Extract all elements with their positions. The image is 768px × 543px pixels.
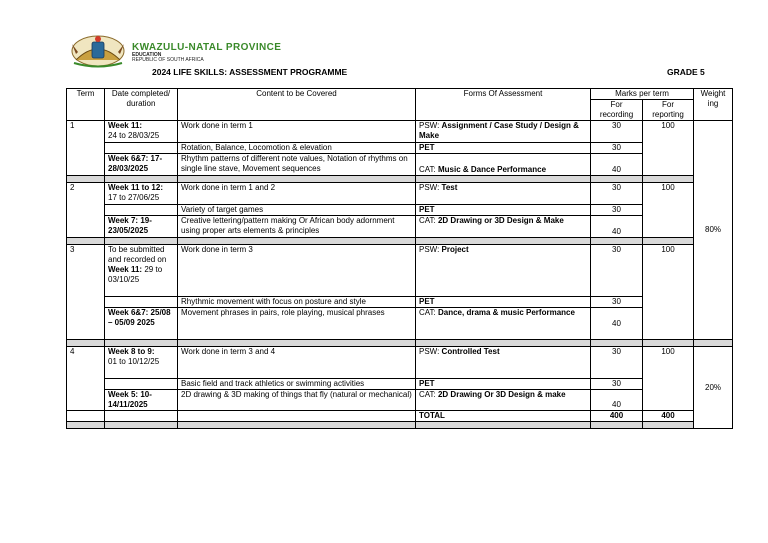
form-cell: CAT: 2D Drawing Or 3D Design & make (416, 390, 591, 411)
form-cell: CAT: Dance, drama & music Performance (416, 308, 591, 340)
date-cell: Week 7: 19-23/05/2025 (105, 216, 178, 238)
form-cell: CAT: 2D Drawing or 3D Design & Make (416, 216, 591, 238)
content-cell: Variety of target games (178, 205, 416, 216)
table-row (67, 143, 733, 154)
header-date: Date completed/ duration (105, 89, 178, 121)
form-cell: PET (416, 143, 591, 154)
date-cell: Week 11: 24 to 28/03/25 (105, 121, 178, 143)
grade-label: GRADE 5 (667, 67, 705, 77)
header-forms: Forms Of Assessment (416, 89, 591, 121)
separator-row (67, 340, 733, 347)
recording-mark: 30 (591, 121, 643, 143)
form-cell: PSW: Project (416, 245, 591, 297)
province-name: KWAZULU-NATAL PROVINCE (132, 42, 282, 53)
header-marks: Marks per term (591, 89, 694, 100)
recording-mark: 30 (591, 205, 643, 216)
recording-mark: 30 (591, 379, 643, 390)
content-cell: Rhythmic movement with focus on posture and style (178, 297, 416, 308)
content-cell: Work done in term 1 (178, 121, 416, 143)
reporting-mark: 100 (643, 347, 694, 411)
content-cell: Creative lettering/pattern making Or African body adornment using proper arts elements & principles (178, 216, 416, 238)
recording-mark: 30 (591, 143, 643, 154)
date-cell: Week 8 to 9: 01 to 10/12/25 (105, 347, 178, 379)
date-cell (105, 205, 178, 216)
term-number: 4 (67, 347, 105, 411)
form-cell: CAT: Music & Dance Performance (416, 154, 591, 176)
weighting-cell: 80% (694, 121, 733, 340)
reporting-mark: 100 (643, 121, 694, 176)
header-weighting: Weight ing (694, 89, 733, 121)
content-cell: Work done in term 3 (178, 245, 416, 297)
header-reporting: For reporting (643, 100, 694, 121)
form-cell: PSW: Assignment / Case Study / Design & Make (416, 121, 591, 143)
content-cell: Work done in term 3 and 4 (178, 347, 416, 379)
date-cell: Week 6&7: 25/08 – 05/09 2025 (105, 308, 178, 340)
date-cell (105, 297, 178, 308)
content-cell: Movement phrases in pairs, role playing, musical phrases (178, 308, 416, 340)
table-row (67, 390, 733, 411)
content-cell: Basic field and track athletics or swimming activities (178, 379, 416, 390)
page-title: 2024 LIFE SKILLS: ASSESSMENT PROGRAMME (152, 67, 348, 77)
separator-row (67, 238, 733, 245)
form-cell: PET (416, 297, 591, 308)
recording-mark: 40 (591, 390, 643, 411)
header-term: Term (67, 89, 105, 121)
total-row (67, 411, 733, 422)
content-cell: Rotation, Balance, Locomotion & elevation (178, 143, 416, 154)
table-row (67, 297, 733, 308)
date-cell (105, 379, 178, 390)
term-number: 2 (67, 183, 105, 238)
separator-row (67, 176, 733, 183)
table-row (67, 183, 733, 205)
recording-mark: 30 (591, 183, 643, 205)
form-cell: PET (416, 379, 591, 390)
weighting-cell: 20% (694, 347, 733, 429)
term-number: 1 (67, 121, 105, 176)
term-number: 3 (67, 245, 105, 340)
content-cell: Rhythm patterns of different note values, Notation of rhythms on single line stave, Movement sequences (178, 154, 416, 176)
total-reporting: 400 (643, 411, 694, 422)
date-cell: Week 11 to 12: 17 to 27/06/25 (105, 183, 178, 205)
date-cell: Week 6&7: 17-28/03/2025 (105, 154, 178, 176)
department-name: EDUCATION (132, 52, 162, 58)
table-row (67, 308, 733, 340)
total-recording: 400 (591, 411, 643, 422)
date-cell: To be submitted and recorded on Week 11: 29 to 03/10/25 (105, 245, 178, 297)
separator-row (67, 422, 733, 429)
header-recording: For recording (591, 100, 643, 121)
table-row (67, 347, 733, 379)
form-cell: PSW: Test (416, 183, 591, 205)
table-row (67, 245, 733, 297)
recording-mark: 40 (591, 308, 643, 340)
recording-mark: 30 (591, 245, 643, 297)
recording-mark: 30 (591, 347, 643, 379)
header-content: Content to be Covered (178, 89, 416, 121)
recording-mark: 30 (591, 297, 643, 308)
form-cell: PET (416, 205, 591, 216)
table-row (67, 216, 733, 238)
table-row (67, 205, 733, 216)
content-cell: Work done in term 1 and 2 (178, 183, 416, 205)
total-label: TOTAL (416, 411, 591, 422)
reporting-mark: 100 (643, 183, 694, 238)
table-row (67, 121, 733, 143)
reporting-mark: 100 (643, 245, 694, 340)
recording-mark: 40 (591, 216, 643, 238)
table-row (67, 154, 733, 176)
form-cell: PSW: Controlled Test (416, 347, 591, 379)
assessment-table (66, 88, 733, 429)
country-name: REPUBLIC OF SOUTH AFRICA (132, 57, 204, 63)
content-cell: 2D drawing & 3D making of things that fly (natural or mechanical) (178, 390, 416, 411)
date-cell (105, 143, 178, 154)
table-row (67, 379, 733, 390)
recording-mark: 40 (591, 154, 643, 176)
date-cell: Week 5: 10-14/11/2025 (105, 390, 178, 411)
